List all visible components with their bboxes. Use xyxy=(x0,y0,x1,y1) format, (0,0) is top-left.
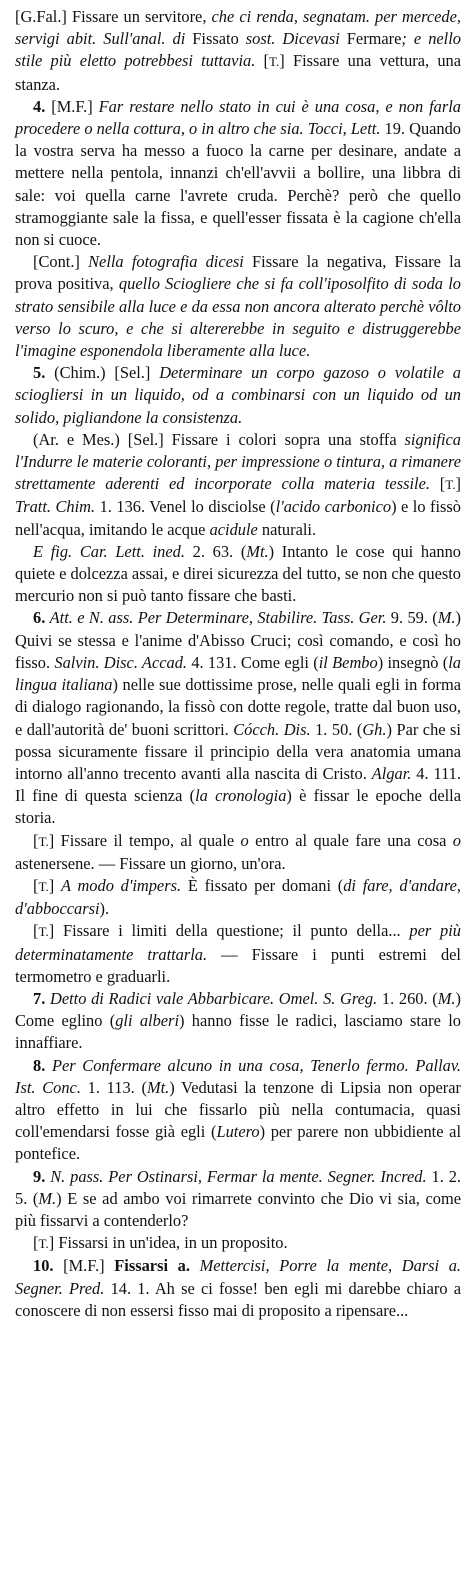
entry-sense-4: 4. [M.F.] Far restare nello stato in cui è una cosa, e non farla procedere o nella cottura, o in altro che sia. Tocci, Lett. 19. Quando la vostra serva ha messo a fuoco la carne per desinare, andate a mettere nella pentola, innanzi ch'ell'avvii a bollire, una libbra di sale: voi quella carne l'avrete cruda. Perchè? però che quello stramoggiante sale la fissa, e quell'esser fissata è la cagione ch'ella non si cuoce. xyxy=(15,96,462,250)
entry-sense-5-chemistry: 5. (Chim.) [Sel.] Determinare un corpo gazoso o volatile a sciogliersi in un liquido, od a combinarsi con un liquido od un solido, pigliandone la consistenza. xyxy=(15,363,461,427)
entry-photography: [Cont.] Nella fotografia dicesi Fissare la negativa, Fissare la prova positiva, quello Sciogliere che si fa coll'iposolfito di soda lo strato sensibile alla luce e da essa non ancora alterato perchè vôlto verso lo scuro, e che si altererebbe in seguito e distruggerebbe l'imagine esponendola liberamente alla luce. xyxy=(15,252,462,361)
entry-figurative: E fig. Car. Lett. ined. 2. 63. (Mt.) Intanto le cose qui hanno quiete e dolcezza assai, e direi sicurezza del tutto, se non che questo mercurio non si può tanto fissare che basti. xyxy=(15,541,461,606)
entry-fix-time: [T.] Fissare il tempo, al quale o entro al quale fare una cosa o astenersene. — Fissare un giorno, un'ora. xyxy=(15,830,461,873)
entry-sense-8: 8. Per Confermare alcuno in una cosa, Tenerlo fermo. Pallav. Ist. Conc. 1. 113. (Mt.) Vedutasi la tenzone di Lipsia non operar altro effetto in lui che fissarlo più nella contumacia, quasi coll'emendarsi fosse già egli (Lutero) per parere non ubbidiente al pontefice. xyxy=(15,1055,461,1164)
entry-sense-6: 6. Att. e N. ass. Per Determinare, Stabilire. Tass. Ger. 9. 59. (M.) Quivi se stessa e l'anime d'Abisso Cruci; così comando, e così ho fisso. Salvin. Disc. Accad. 4. 131. Come egli (il Bembo) insegnò (la lingua italiana) nelle sue dottissime prose, nelle quali egli in forma di dialogo ragionando, la fissò con dotte regole, tratte dal buon uso, e dall'autorità de' buoni scrittori. Cócch. Dis. 1. 50. (Gh.) Par che si possa sicuramente fissare il principio della vera anatomia umana intorno all'anno trecento avanti alla nascita di Cristo. Algar. 4. 111. Il fine di questa scienza (la cronologia) è fissar le epoche della storia. xyxy=(15,608,462,828)
entry-impersonal: [T.] A modo d'impers. È fissato per domani (di fare, d'andare, d'abboccarsi). xyxy=(15,875,461,919)
entry-sense-9: 9. N. pass. Per Ostinarsi, Fermar la mente. Segner. Incred. 1. 2. 5. (M.) E se ad ambo voi rimarrete convinto che Dio vi sia, come più fissarvi a contenderlo? xyxy=(15,1166,461,1230)
entry-limits: [T.] Fissare i limiti della questione; il punto della... per più determinatamente trattarla. — Fissare i punti estremi del termometro e graduarli. xyxy=(15,921,461,986)
entry-idea: [T.] Fissarsi in un'idea, in un proposito. xyxy=(33,1233,288,1253)
entry-dyeing: (Ar. e Mes.) [Sel.] Fissare i colori sopra una stoffa significa l'Indurre le materie coloranti, per impressione o tintura, a rimanere strettamente aderenti ed incorporate colla materia tessile. [T.] Tratt. Chim. 1. 136. Venel lo disciolse (l'acido carbonico) e lo fissò nell'acqua, imitando le acque acidule naturali. xyxy=(15,429,462,539)
entry-sense-10: 10. [M.F.] Fissarsi a. Mettercisi, Porre la mente, Darsi a. Segner. Pred. 14. 1. Ah se ci fosse! ben egli mi darebbe chiaro a conoscere di non essersi fisso mai di proposito a ripensare... xyxy=(15,1256,462,1320)
entry-continuation: [G.Fal.] Fissare un servitore, che ci renda, segnatam. per mercede, servigi abit. Sull'anal. di Fissato sost. Dicevasi Fermare; e nello stile più eletto potrebbesi tuttavia. [T.] Fissare una vettura, una stanza. xyxy=(15,7,461,94)
entry-sense-7: 7. Detto di Radici vale Abbarbicare. Omel. S. Greg. 1. 260. (M.) Come eglino (gli alberi) hanno fisse le radici, lasciamo stare lo innaffiare. xyxy=(15,988,461,1053)
